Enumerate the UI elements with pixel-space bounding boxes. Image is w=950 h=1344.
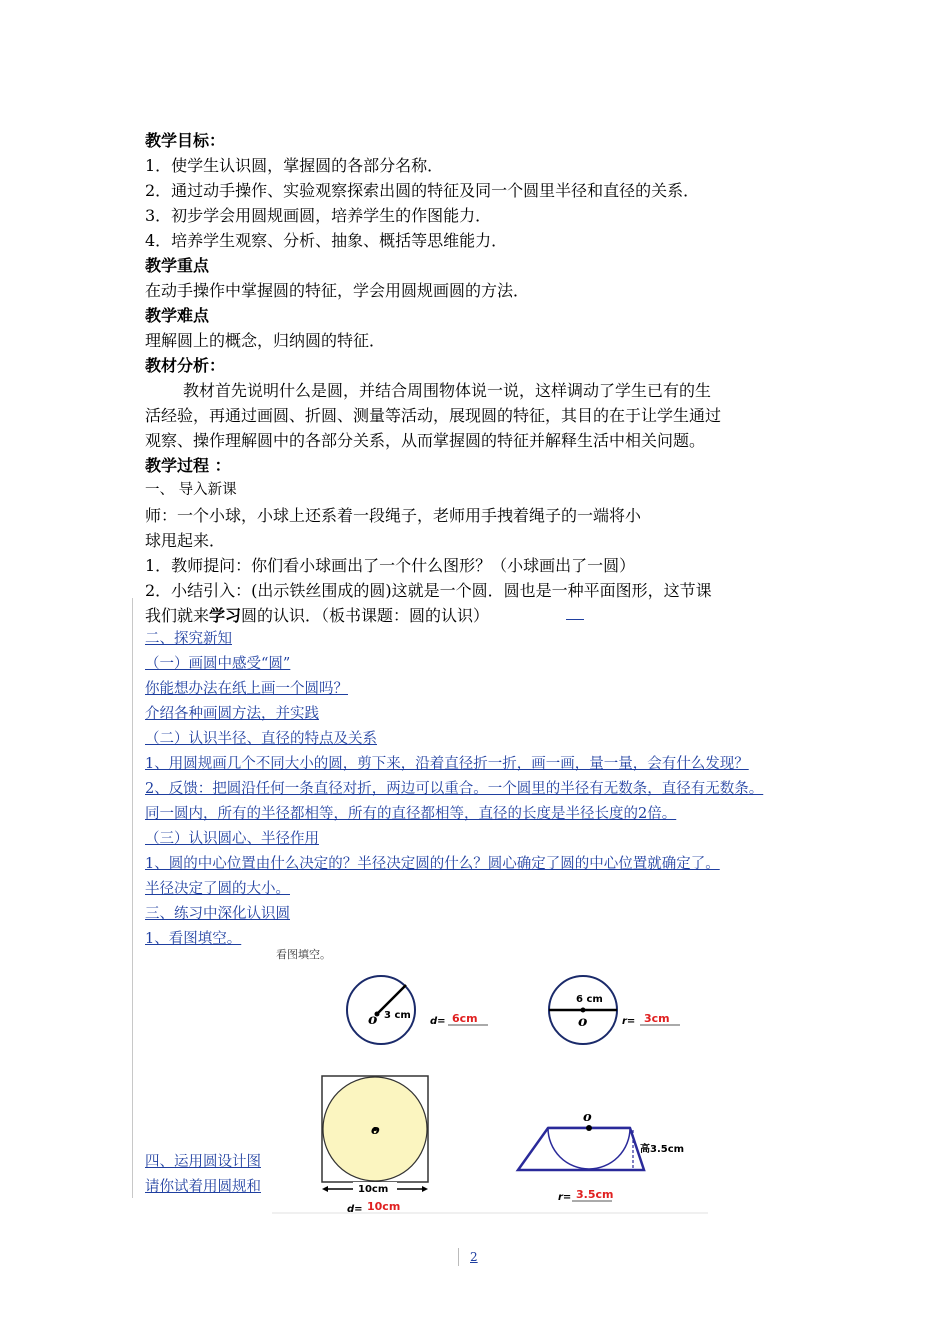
link-compass[interactable]: 请你试着用圆规和 bbox=[145, 1179, 261, 1195]
link-methods[interactable]: 介绍各种画圆方法，并实践 bbox=[145, 706, 319, 722]
process-line-5: 2．小结引入：(出示铁丝围成的圆)这就是一个圆．圆也是一种平面图形，这节课 bbox=[145, 581, 712, 600]
heading-goals: 教学目标： bbox=[145, 131, 226, 150]
circle-radius-3cm bbox=[347, 976, 488, 1044]
link-radius-size[interactable]: 半径决定了圆的大小。 bbox=[145, 881, 290, 897]
figure-title: 看图填空。 bbox=[276, 948, 331, 961]
semi-center-label: o bbox=[583, 1110, 592, 1125]
sq-side-label: 10cm bbox=[358, 1184, 389, 1195]
c2-center-label: o bbox=[578, 1014, 588, 1030]
analysis-line-2: 活经验，再通过画圆、折圆、测量等活动，展现圆的特征，其目的在于让学生通过 bbox=[145, 406, 722, 425]
key-text: 在动手操作中掌握圆的特征，学会用圆规画圆的方法． bbox=[145, 281, 530, 300]
c1-answer-label: d= bbox=[430, 1016, 446, 1027]
analysis-line-1: 教材首先说明什么是圆，并结合周围物体说一说，这样调动了学生已有的生 bbox=[183, 381, 712, 400]
analysis-line-3: 观察、操作理解圆中的各部分关系，从而掌握圆的特征并解释生活中相关问题。 bbox=[145, 431, 706, 450]
circle-diameter-6cm bbox=[549, 976, 680, 1044]
underline-tail bbox=[566, 619, 584, 620]
process-line-2: 师：一个小球，小球上还系着一段绳子，老师用手拽着绳子的一端将小 bbox=[145, 506, 642, 525]
semi-answer: 3.5cm bbox=[576, 1188, 614, 1201]
square-inscribed-circle bbox=[322, 1076, 428, 1215]
link-feedback[interactable]: 2、反馈：把圆沿任何一条直径对折，两边可以重合。一个圆里的半径有无数条，直径有无数条。 bbox=[145, 781, 764, 797]
sq-center-label: o bbox=[371, 1123, 380, 1138]
process-line-4: 1．教师提问：你们看小球画出了一个什么图形？（小球画出了一圆） bbox=[145, 556, 636, 575]
link-section-4[interactable]: 四、运用圆设计图 bbox=[145, 1154, 261, 1170]
link-draw-circle[interactable]: 你能想办法在纸上画一个圆吗？ bbox=[145, 681, 348, 697]
process-line-3: 球甩起来． bbox=[145, 531, 226, 550]
process-line-1: 一、 导入新课 bbox=[145, 482, 237, 498]
difficulty-text: 理解圆上的概念，归纳圆的特征． bbox=[145, 331, 386, 350]
page-number[interactable]: 2 bbox=[470, 1250, 478, 1264]
fill-blank-figure bbox=[270, 940, 710, 1220]
goal-4: 4．培养学生观察、分析、抽象、概括等思维能力． bbox=[145, 231, 508, 250]
heading-analysis: 教材分析： bbox=[145, 356, 226, 375]
c1-center-label: o bbox=[368, 1012, 378, 1028]
heading-difficulty: 教学难点 bbox=[145, 306, 210, 325]
process-last-prefix: 我们就来 bbox=[145, 606, 210, 625]
process-last-suffix: 圆的认识．（板书课题：圆的认识） bbox=[241, 606, 490, 625]
link-same-circle[interactable]: 同一圆内，所有的半径都相等，所有的直径都相等，直径的长度是半径长度的2倍。 bbox=[145, 806, 677, 822]
link-fill-blank[interactable]: 1、看图填空。 bbox=[145, 931, 242, 947]
link-section-3[interactable]: 三、练习中深化认识圆 bbox=[145, 906, 290, 922]
link-sub-1[interactable]: （一）画圆中感受“圆” bbox=[145, 656, 291, 672]
link-fold[interactable]: 1、用圆规画几个不同大小的圆，剪下来，沿着直径折一折，画一画，量一量，会有什么发现？ bbox=[145, 756, 749, 772]
link-center[interactable]: 1、圆的中心位置由什么决定的？半径决定圆的什么？圆心确定了圆的中心位置就确定了。 bbox=[145, 856, 720, 872]
c1-radius-label: 3 cm bbox=[384, 1010, 411, 1021]
c2-diameter-label: 6 cm bbox=[576, 994, 603, 1005]
heading-key: 教学重点 bbox=[145, 256, 210, 275]
heading-process: 教学过程 ： bbox=[145, 456, 231, 475]
revision-bar bbox=[132, 598, 133, 1198]
footer-bar bbox=[458, 1248, 459, 1266]
trapezoid-semicircle bbox=[518, 1110, 684, 1203]
c2-answer: 3cm bbox=[644, 1012, 670, 1025]
goal-1: 1．使学生认识圆，掌握圆的各部分名称． bbox=[145, 156, 444, 175]
goal-3: 3．初步学会用圆规画圆，培养学生的作图能力． bbox=[145, 206, 492, 225]
semi-height-label: 高3.5cm bbox=[640, 1144, 685, 1155]
semi-answer-label: r= bbox=[558, 1192, 572, 1203]
goal-2: 2．通过动手操作、实验观察探索出圆的特征及同一个圆里半径和直径的关系． bbox=[145, 181, 700, 200]
link-section-2[interactable]: 二、探究新知 bbox=[145, 631, 232, 647]
process-line-6 bbox=[145, 603, 489, 626]
sq-answer-label: d= bbox=[347, 1204, 363, 1215]
sq-answer: 10cm bbox=[367, 1200, 401, 1213]
process-last-bold: 学习 bbox=[209, 606, 242, 625]
link-sub-3[interactable]: （三）认识圆心、半径作用 bbox=[145, 831, 319, 847]
c2-answer-label: r= bbox=[622, 1016, 636, 1027]
link-sub-2[interactable]: （二）认识半径、直径的特点及关系 bbox=[145, 731, 377, 747]
c1-answer: 6cm bbox=[452, 1012, 478, 1025]
